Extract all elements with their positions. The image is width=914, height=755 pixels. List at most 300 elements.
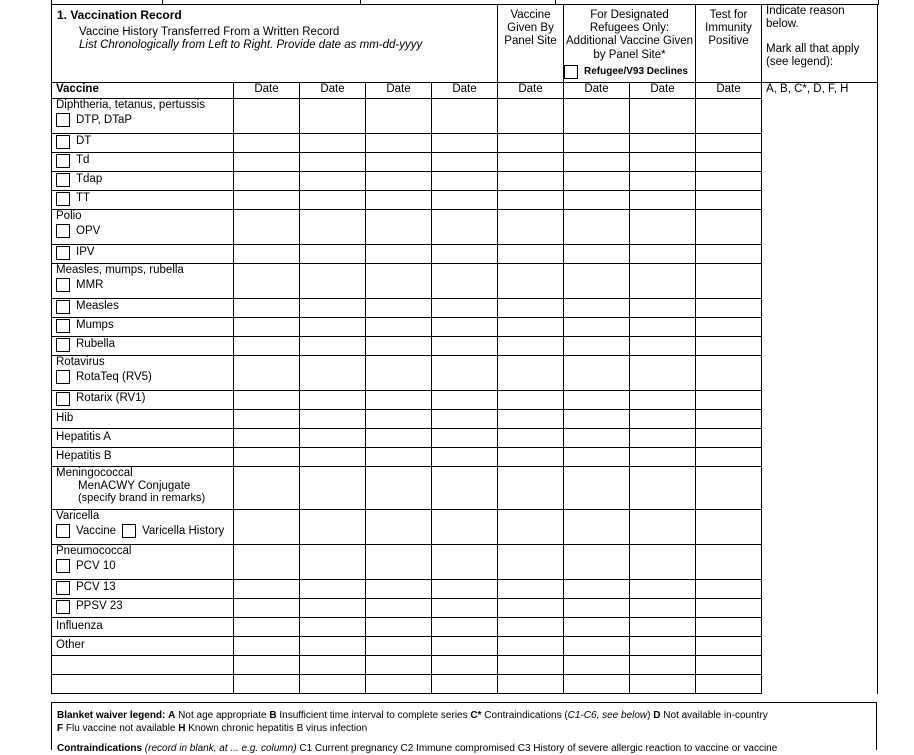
vaccine-label: Influenza <box>56 620 103 632</box>
date-cell[interactable] <box>696 410 762 429</box>
date-cell[interactable] <box>432 545 498 580</box>
date-column-header: Date <box>630 83 696 99</box>
date-cell[interactable] <box>366 448 432 467</box>
date-cell[interactable] <box>498 429 564 448</box>
vaccine-name-cell <box>52 264 234 299</box>
date-cell[interactable] <box>234 210 300 245</box>
reason-cell <box>762 429 878 448</box>
date-cell[interactable] <box>498 618 564 637</box>
vaccine-checkbox[interactable] <box>56 524 70 538</box>
date-cell[interactable] <box>498 299 564 318</box>
vaccine-sub-label: MenACWY Conjugate <box>78 480 191 493</box>
date-cell[interactable] <box>564 467 630 510</box>
vaccine-row <box>52 191 878 210</box>
date-cell[interactable] <box>696 264 762 299</box>
date-cell[interactable] <box>300 429 366 448</box>
date-cell[interactable] <box>432 172 498 191</box>
vaccine-label: Other <box>56 639 85 651</box>
date-cell[interactable] <box>366 134 432 153</box>
vaccine-checkbox[interactable] <box>56 224 70 238</box>
waiver-legend <box>51 702 877 754</box>
date-cell[interactable] <box>432 134 498 153</box>
date-cell[interactable] <box>696 134 762 153</box>
vaccine-name-cell <box>52 299 234 318</box>
section-subtitle: Vaccine History Transferred From a Written Record <box>79 25 340 38</box>
vaccine-checkbox[interactable] <box>56 338 70 352</box>
date-cell[interactable] <box>366 510 432 545</box>
date-cell[interactable] <box>366 172 432 191</box>
date-cell[interactable] <box>234 675 300 694</box>
date-cell[interactable] <box>432 618 498 637</box>
date-cell[interactable] <box>234 153 300 172</box>
date-cell[interactable] <box>498 264 564 299</box>
date-cell[interactable] <box>432 264 498 299</box>
vaccine-checkbox[interactable] <box>56 192 70 206</box>
date-cell[interactable] <box>366 318 432 337</box>
date-cell[interactable] <box>696 299 762 318</box>
date-cell[interactable] <box>696 172 762 191</box>
vaccine-row <box>52 580 878 599</box>
vaccine-row <box>52 510 878 545</box>
vaccine-checkbox[interactable] <box>56 135 70 149</box>
reason-cell <box>762 264 878 299</box>
date-cell[interactable] <box>432 153 498 172</box>
reason-cell <box>762 391 878 410</box>
date-cell[interactable] <box>498 656 564 675</box>
date-cell[interactable] <box>630 337 696 356</box>
date-cell[interactable] <box>630 153 696 172</box>
date-cell[interactable] <box>498 153 564 172</box>
vaccine-name-cell <box>52 153 234 172</box>
reason-instructions <box>762 5 878 83</box>
date-cell[interactable] <box>366 656 432 675</box>
date-cell[interactable] <box>234 656 300 675</box>
date-cell[interactable] <box>366 467 432 510</box>
date-cell[interactable] <box>366 545 432 580</box>
date-cell[interactable] <box>630 245 696 264</box>
date-cell[interactable] <box>300 410 366 429</box>
given-by-panel-text: Vaccine Given By Panel Site <box>504 9 557 48</box>
date-cell[interactable] <box>234 337 300 356</box>
reason-cell <box>762 245 878 264</box>
date-cell[interactable] <box>696 210 762 245</box>
date-cell[interactable] <box>234 391 300 410</box>
varicella-history-checkbox[interactable] <box>122 524 136 538</box>
date-cell[interactable] <box>300 448 366 467</box>
date-cell[interactable] <box>432 448 498 467</box>
date-cell[interactable] <box>234 637 300 656</box>
vaccine-row <box>52 264 878 299</box>
vaccine-item-label: RotaTeq (RV5) <box>76 370 152 383</box>
date-cell[interactable] <box>630 391 696 410</box>
date-cell[interactable] <box>432 356 498 391</box>
date-cell[interactable] <box>234 618 300 637</box>
date-cell[interactable] <box>696 318 762 337</box>
vaccine-name-cell <box>52 210 234 245</box>
date-cell[interactable] <box>300 618 366 637</box>
date-column-header: Date <box>366 83 432 99</box>
date-cell[interactable] <box>498 467 564 510</box>
date-cell[interactable] <box>300 599 366 618</box>
date-cell[interactable] <box>432 99 498 134</box>
reason-cell <box>762 318 878 337</box>
date-column-header: Date <box>498 83 564 99</box>
date-cell[interactable] <box>564 191 630 210</box>
date-cell[interactable] <box>300 510 366 545</box>
vaccine-checkbox[interactable] <box>56 319 70 333</box>
date-column-header: Date <box>234 83 300 99</box>
date-cell[interactable] <box>432 299 498 318</box>
date-cell[interactable] <box>498 191 564 210</box>
date-cell[interactable] <box>366 299 432 318</box>
date-cell[interactable] <box>630 134 696 153</box>
date-cell[interactable] <box>366 210 432 245</box>
vaccine-name-cell <box>52 510 234 545</box>
date-cell[interactable] <box>696 356 762 391</box>
date-cell[interactable] <box>498 391 564 410</box>
date-cell[interactable] <box>630 637 696 656</box>
date-cell[interactable] <box>564 153 630 172</box>
date-cell[interactable] <box>630 264 696 299</box>
date-cell[interactable] <box>696 545 762 580</box>
date-cell[interactable] <box>630 580 696 599</box>
date-cell[interactable] <box>234 264 300 299</box>
vaccine-row <box>52 153 878 172</box>
date-cell[interactable] <box>564 337 630 356</box>
date-cell[interactable] <box>234 245 300 264</box>
date-cell[interactable] <box>564 410 630 429</box>
date-cell[interactable] <box>498 599 564 618</box>
date-cell[interactable] <box>564 210 630 245</box>
vaccine-checkbox[interactable] <box>56 559 70 573</box>
date-cell[interactable] <box>498 580 564 599</box>
vaccine-name-cell <box>52 318 234 337</box>
date-cell[interactable] <box>300 153 366 172</box>
date-cell[interactable] <box>564 172 630 191</box>
vaccine-name-cell <box>52 337 234 356</box>
date-cell[interactable] <box>498 448 564 467</box>
date-cell[interactable] <box>564 318 630 337</box>
date-cell[interactable] <box>696 448 762 467</box>
date-cell[interactable] <box>498 637 564 656</box>
date-cell[interactable] <box>564 675 630 694</box>
date-cell[interactable] <box>630 545 696 580</box>
date-cell[interactable] <box>630 172 696 191</box>
date-cell[interactable] <box>630 210 696 245</box>
vaccine-label: Hepatitis B <box>56 450 112 462</box>
date-cell[interactable] <box>564 356 630 391</box>
date-cell[interactable] <box>366 337 432 356</box>
date-cell[interactable] <box>498 410 564 429</box>
date-cell[interactable] <box>300 245 366 264</box>
date-cell[interactable] <box>696 510 762 545</box>
date-cell[interactable] <box>432 191 498 210</box>
date-cell[interactable] <box>432 391 498 410</box>
date-cell[interactable] <box>696 191 762 210</box>
date-cell[interactable] <box>564 599 630 618</box>
date-cell[interactable] <box>696 656 762 675</box>
date-cell[interactable] <box>630 318 696 337</box>
reason-cell <box>762 153 878 172</box>
contraindications-line: Contraindications (record in blank, at ... e.g. column) C1 Current pregnancy C2 Immune compromised C3 History of severe allergic reaction to vaccine or vaccine <box>57 743 778 754</box>
vaccine-label: Hepatitis A <box>56 431 111 443</box>
reason-cell <box>762 210 878 245</box>
date-cell[interactable] <box>366 429 432 448</box>
date-cell[interactable] <box>300 637 366 656</box>
vaccine-checkbox[interactable] <box>56 154 70 168</box>
date-cell[interactable] <box>630 510 696 545</box>
date-cell[interactable] <box>630 429 696 448</box>
date-cell[interactable] <box>564 637 630 656</box>
vaccine-name-cell <box>52 656 234 675</box>
date-cell[interactable] <box>630 448 696 467</box>
date-cell[interactable] <box>432 656 498 675</box>
vaccine-row <box>52 172 878 191</box>
date-cell[interactable] <box>696 580 762 599</box>
date-cell[interactable] <box>300 337 366 356</box>
test-immunity-text: Test for Immunity Positive <box>705 9 752 48</box>
date-cell[interactable] <box>564 99 630 134</box>
date-cell[interactable] <box>564 429 630 448</box>
date-cell[interactable] <box>630 99 696 134</box>
date-cell[interactable] <box>234 99 300 134</box>
date-cell[interactable] <box>696 467 762 510</box>
vaccine-checkbox[interactable] <box>56 278 70 292</box>
date-cell[interactable] <box>300 545 366 580</box>
date-cell[interactable] <box>366 245 432 264</box>
vaccine-checkbox[interactable] <box>56 173 70 187</box>
date-cell[interactable] <box>234 448 300 467</box>
date-cell[interactable] <box>432 675 498 694</box>
vaccine-name-cell <box>52 618 234 637</box>
date-cell[interactable] <box>630 410 696 429</box>
date-cell[interactable] <box>234 467 300 510</box>
reason-cell <box>762 410 878 429</box>
vaccine-checkbox[interactable] <box>56 370 70 384</box>
date-cell[interactable] <box>366 356 432 391</box>
date-cell[interactable] <box>300 467 366 510</box>
date-cell[interactable] <box>696 637 762 656</box>
reason-cell <box>762 618 878 637</box>
section-instruction: List Chronologically from Left to Right. Provide date as mm-dd-yyyy <box>79 39 423 52</box>
date-cell[interactable] <box>498 318 564 337</box>
date-cell[interactable] <box>498 675 564 694</box>
vaccine-item-label: Varicella History <box>142 524 225 537</box>
date-cell[interactable] <box>300 264 366 299</box>
date-cell[interactable] <box>234 580 300 599</box>
vaccine-group-label: Pneumococcal <box>56 545 132 557</box>
vaccine-name-cell <box>52 637 234 656</box>
vaccine-name-cell <box>52 410 234 429</box>
designated-refugees-header <box>564 5 696 83</box>
date-cell[interactable] <box>366 99 432 134</box>
date-cell[interactable] <box>498 245 564 264</box>
date-cell[interactable] <box>366 153 432 172</box>
reason-cell <box>762 99 878 134</box>
date-cell[interactable] <box>696 675 762 694</box>
date-cell[interactable] <box>498 210 564 245</box>
date-cell[interactable] <box>234 318 300 337</box>
date-cell[interactable] <box>432 210 498 245</box>
date-cell[interactable] <box>300 391 366 410</box>
date-cell[interactable] <box>300 356 366 391</box>
date-cell[interactable] <box>366 410 432 429</box>
date-cell[interactable] <box>432 510 498 545</box>
date-cell[interactable] <box>300 656 366 675</box>
date-cell[interactable] <box>300 172 366 191</box>
date-cell[interactable] <box>630 675 696 694</box>
vaccine-item-label: Tdap <box>76 173 103 186</box>
date-cell[interactable] <box>300 580 366 599</box>
mark-all-text: Mark all that apply (see legend): <box>766 42 860 69</box>
section-title: 1. Vaccination Record <box>57 8 182 22</box>
date-cell[interactable] <box>432 467 498 510</box>
vaccine-checkbox[interactable] <box>56 246 70 260</box>
date-cell[interactable] <box>564 299 630 318</box>
date-cell[interactable] <box>234 510 300 545</box>
date-cell[interactable] <box>696 429 762 448</box>
vaccine-checkbox[interactable] <box>56 300 70 314</box>
date-cell[interactable] <box>630 191 696 210</box>
vaccine-checkbox[interactable] <box>56 113 70 127</box>
date-cell[interactable] <box>234 429 300 448</box>
date-cell[interactable] <box>696 245 762 264</box>
date-cell[interactable] <box>366 580 432 599</box>
vaccine-row <box>52 545 878 580</box>
refugee-declines-checkbox[interactable] <box>564 65 578 79</box>
vaccine-name-cell <box>52 391 234 410</box>
vaccine-checkbox[interactable] <box>56 392 70 406</box>
reason-cell <box>762 448 878 467</box>
vaccine-checkbox[interactable] <box>56 581 70 595</box>
date-cell[interactable] <box>696 391 762 410</box>
vaccine-row <box>52 299 878 318</box>
date-cell[interactable] <box>234 599 300 618</box>
date-cell[interactable] <box>630 299 696 318</box>
date-cell[interactable] <box>498 172 564 191</box>
date-cell[interactable] <box>564 134 630 153</box>
date-cell[interactable] <box>234 172 300 191</box>
vaccine-item-label: IPV <box>76 246 95 259</box>
date-cell[interactable] <box>234 191 300 210</box>
date-cell[interactable] <box>432 580 498 599</box>
date-cell[interactable] <box>498 356 564 391</box>
vaccine-name-cell <box>52 599 234 618</box>
vaccine-row <box>52 356 878 391</box>
date-cell[interactable] <box>630 618 696 637</box>
date-cell[interactable] <box>696 618 762 637</box>
reason-cell <box>762 134 878 153</box>
date-cell[interactable] <box>234 299 300 318</box>
date-cell[interactable] <box>498 134 564 153</box>
vaccine-checkbox[interactable] <box>56 600 70 614</box>
date-cell[interactable] <box>432 599 498 618</box>
date-cell[interactable] <box>300 210 366 245</box>
date-cell[interactable] <box>234 545 300 580</box>
date-cell[interactable] <box>366 191 432 210</box>
vaccine-row <box>52 599 878 618</box>
vaccination-table <box>51 4 878 694</box>
date-cell[interactable] <box>564 448 630 467</box>
date-cell[interactable] <box>564 245 630 264</box>
date-column-header: Date <box>300 83 366 99</box>
vaccine-item-label: TT <box>76 192 91 205</box>
date-cell[interactable] <box>630 356 696 391</box>
date-cell[interactable] <box>300 299 366 318</box>
date-cell[interactable] <box>564 618 630 637</box>
date-cell[interactable] <box>564 656 630 675</box>
date-cell[interactable] <box>234 134 300 153</box>
date-cell[interactable] <box>564 510 630 545</box>
vaccine-item-label: Mumps <box>76 319 114 332</box>
date-cell[interactable] <box>498 99 564 134</box>
date-cell[interactable] <box>498 337 564 356</box>
reason-cell <box>762 356 878 391</box>
date-cell[interactable] <box>366 618 432 637</box>
date-cell[interactable] <box>432 429 498 448</box>
date-cell[interactable] <box>432 337 498 356</box>
date-cell[interactable] <box>432 637 498 656</box>
vaccine-row <box>52 99 878 134</box>
reason-cell <box>762 467 878 510</box>
date-cell[interactable] <box>366 637 432 656</box>
date-cell[interactable] <box>366 675 432 694</box>
date-cell[interactable] <box>432 318 498 337</box>
date-cell[interactable] <box>498 545 564 580</box>
date-cell[interactable] <box>234 356 300 391</box>
date-cell[interactable] <box>300 99 366 134</box>
vaccine-item-label: PCV 10 <box>76 559 116 572</box>
date-cell[interactable] <box>300 191 366 210</box>
date-cell[interactable] <box>366 264 432 299</box>
date-cell[interactable] <box>300 675 366 694</box>
given-by-panel-header <box>498 5 564 83</box>
reason-codes: A, B, C*, D, F, H <box>762 83 878 99</box>
blanket-waiver-legend: Blanket waiver legend: A Not age appropriate B Insufficient time interval to complete series C* Contraindications (C1-C6, see below) D Not available in-country F Flu vaccine not available H Known chronic hepatitis B virus infection <box>57 710 768 734</box>
date-cell[interactable] <box>630 467 696 510</box>
date-cell[interactable] <box>564 264 630 299</box>
date-cell[interactable] <box>630 599 696 618</box>
date-cell[interactable] <box>696 99 762 134</box>
vaccine-group-label: Varicella <box>56 510 100 522</box>
date-cell[interactable] <box>366 599 432 618</box>
date-cell[interactable] <box>366 391 432 410</box>
date-cell[interactable] <box>696 599 762 618</box>
date-cell[interactable] <box>432 245 498 264</box>
date-cell[interactable] <box>564 580 630 599</box>
reason-cell <box>762 675 878 694</box>
vaccine-item-label: DT <box>76 135 92 148</box>
date-cell[interactable] <box>234 410 300 429</box>
date-cell[interactable] <box>432 410 498 429</box>
date-cell[interactable] <box>498 510 564 545</box>
vaccine-group-label: Meningococcal <box>56 467 133 479</box>
date-cell[interactable] <box>696 153 762 172</box>
date-cell[interactable] <box>300 134 366 153</box>
date-cell[interactable] <box>564 545 630 580</box>
date-cell[interactable] <box>696 337 762 356</box>
vaccine-column-header: Vaccine <box>52 83 234 99</box>
date-cell[interactable] <box>300 318 366 337</box>
vaccine-row <box>52 675 878 694</box>
vaccine-item-label: OPV <box>76 224 101 237</box>
date-cell[interactable] <box>630 656 696 675</box>
reason-cell <box>762 191 878 210</box>
vaccine-item-label: DTP, DTaP <box>76 113 133 126</box>
reason-cell <box>762 172 878 191</box>
reason-cell <box>762 510 878 545</box>
date-cell[interactable] <box>564 391 630 410</box>
